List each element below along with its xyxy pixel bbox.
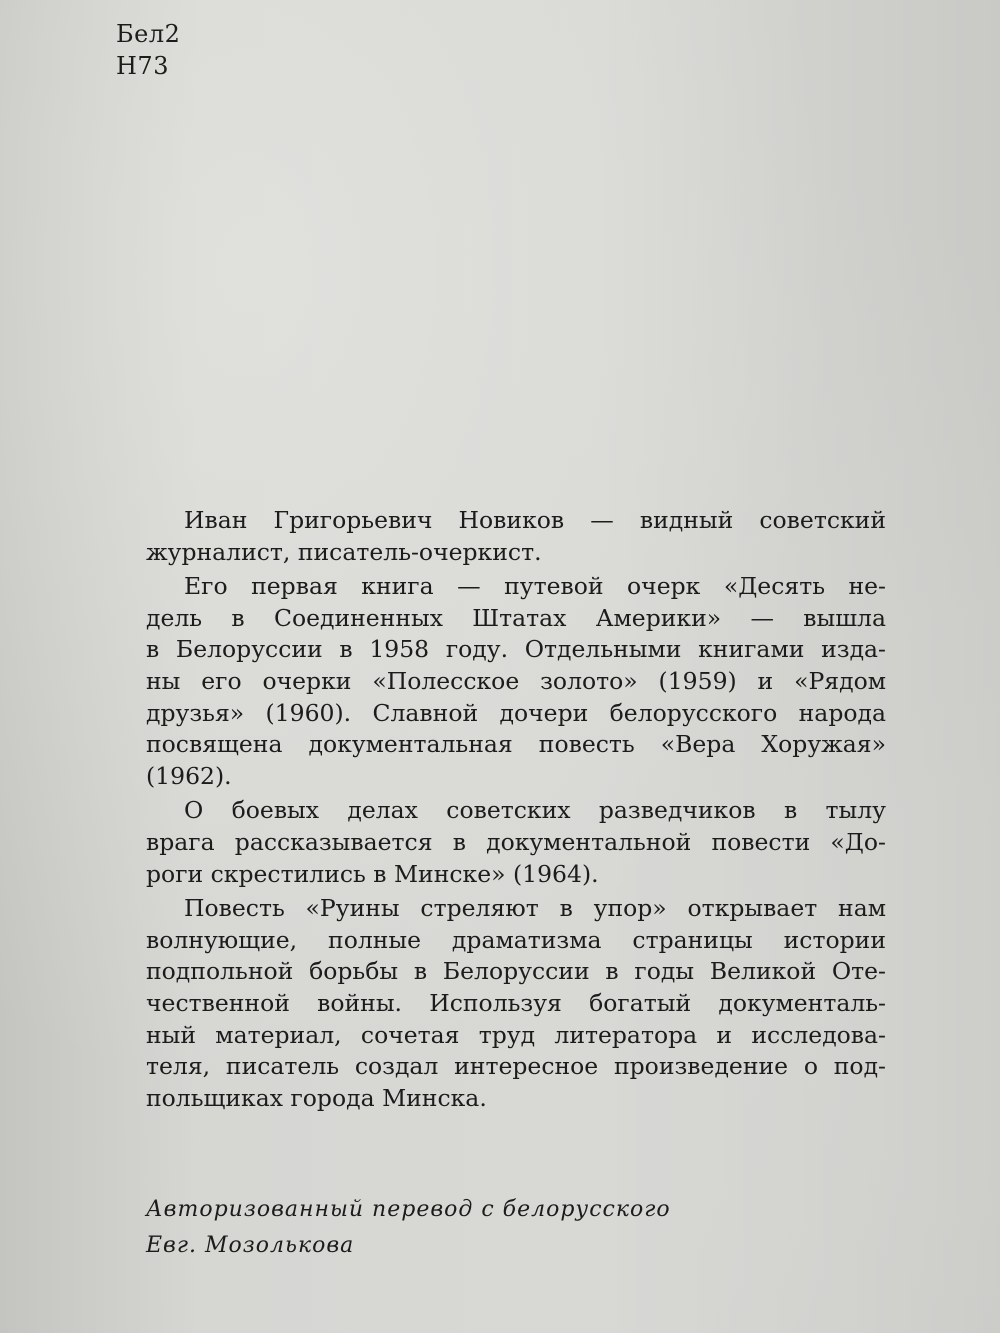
annotation-line: Его первая книга — путевой очерк «Десять не- <box>184 572 886 601</box>
annotation-line: журналист, писатель-очеркист. <box>146 537 542 566</box>
annotation-line: роги скрестились в Минске» (1964). <box>146 859 599 888</box>
book-annotation <box>146 505 886 1114</box>
annotation-line: волнующие, полные драматизма страницы истории <box>146 925 886 954</box>
annotation-line: О боевых делах советских разведчиков в тылу <box>184 796 886 825</box>
annotation-line: теля, писатель создал интересное произведение о под- <box>146 1052 886 1081</box>
annotation-line: врага рассказывается в документальной повести «До- <box>146 827 886 856</box>
annotation-line: Повесть «Руины стреляют в упор» открывает нам <box>184 894 886 923</box>
bbk-code: Бел2 <box>116 20 181 48</box>
author-mark: Н73 <box>116 52 169 80</box>
annotation-line: в Белоруссии в 1958 году. Отдельными книгами изда- <box>146 635 886 664</box>
catalog-index <box>116 18 180 82</box>
annotation-line: Иван Григорьевич Новиков — видный советский <box>184 506 886 534</box>
translation-note: Авторизованный перевод с белорусского <box>146 1197 671 1222</box>
annotation-line: подпольной борьбы в Белоруссии в годы Великой Оте- <box>146 957 886 986</box>
annotation-line: ный материал, сочетая труд литератора и исследова- <box>146 1020 886 1049</box>
annotation-line: посвящена документальная повесть «Вера Хоружая» <box>146 730 886 759</box>
translator-name: Евг. Мозолькова <box>146 1233 355 1258</box>
annotation-line: польщиках города Минска. <box>146 1083 487 1112</box>
annotation-line: чественной войны. Используя богатый документаль- <box>146 988 886 1017</box>
annotation-line: друзья» (1960). Славной дочери белорусского народа <box>146 698 886 727</box>
annotation-line: (1962). <box>146 761 232 790</box>
annotation-line: ны его очерки «Полесское золото» (1959) и «Рядом <box>146 666 886 695</box>
translator-credit <box>146 1192 671 1264</box>
annotation-line: дель в Соединенных Штатах Америки» — вышла <box>146 603 886 632</box>
